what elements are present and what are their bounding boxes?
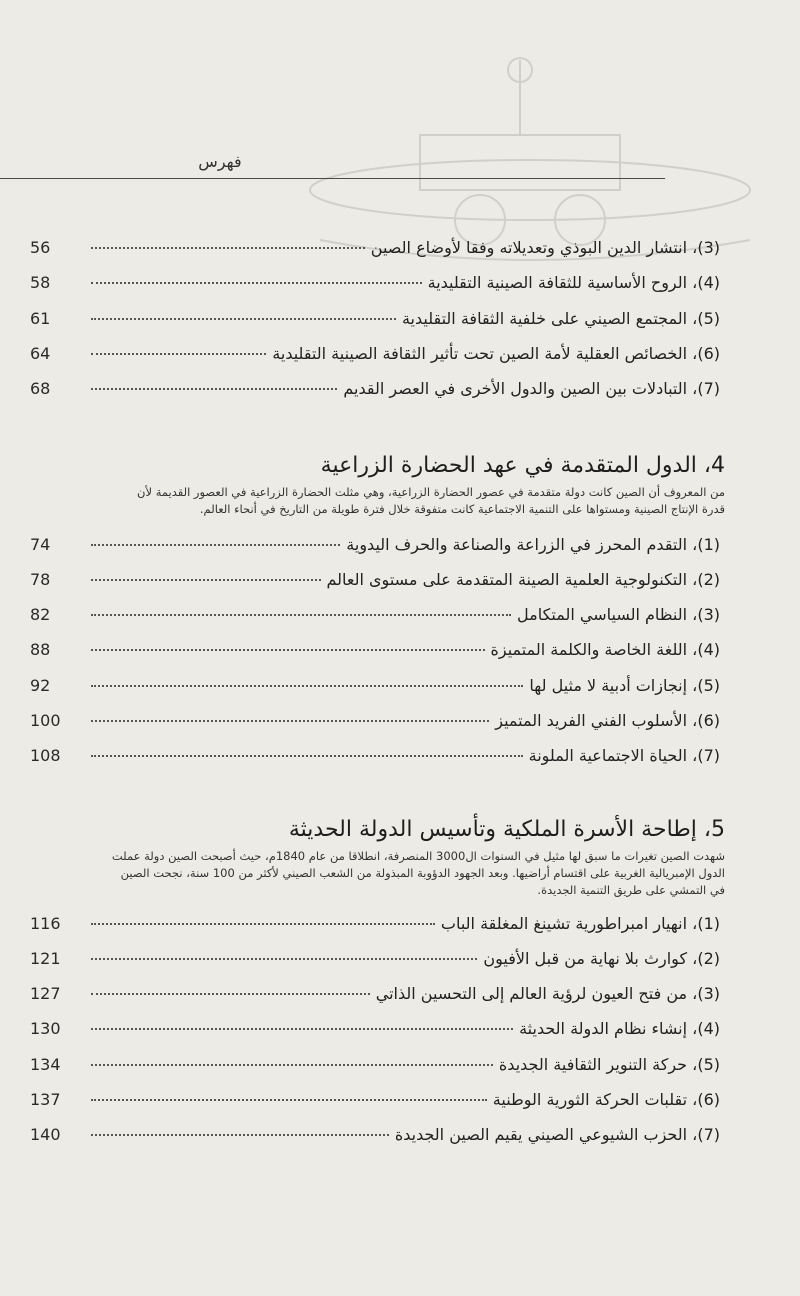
toc-entry[interactable]: [30, 1019, 720, 1049]
toc-page-number: 108: [30, 746, 61, 765]
toc-entry-title: (2)، كوارث بلا نهاية من قبل الأفيون: [483, 949, 720, 968]
toc-leader-dots: [91, 993, 370, 995]
toc-entry[interactable]: [30, 535, 720, 565]
index-header-title: فهرس: [198, 152, 242, 171]
description-line: شهدت الصين تغيرات ما سبق لها مثيل في السنوات ال3000 المنصرفة، انطلاقا من عام 1840م، حيث أصبحت الصين دولة عملت: [111, 849, 725, 863]
toc-entry-title: (2)، التكنولوجية العلمية الصينة المتقدمة على مستوى العالم: [326, 570, 720, 589]
toc-entry[interactable]: [30, 711, 720, 741]
toc-page-number: 64: [30, 344, 51, 363]
toc-leader-dots: [91, 544, 340, 546]
toc-entry-title: (7)، الحزب الشيوعي الصيني يقيم الصين الجديدة: [394, 1125, 720, 1144]
toc-entry[interactable]: [30, 640, 720, 670]
toc-entry-title: (4)، الروح الأساسية للثقافة الصينية التقليدية: [427, 273, 720, 292]
toc-entry[interactable]: [30, 570, 720, 600]
toc-page-number: 127: [30, 984, 61, 1003]
toc-entry[interactable]: [30, 273, 720, 303]
header-divider: [0, 178, 665, 179]
toc-entry[interactable]: [30, 676, 720, 706]
toc-entry[interactable]: [30, 984, 720, 1014]
toc-entry-title: (5)، إنجازات أدبية لا مثيل لها: [529, 676, 720, 695]
toc-entry-title: (1)، التقدم المحرز في الزراعة والصناعة والحرف اليدوية: [346, 535, 720, 554]
toc-page-number: 56: [30, 238, 51, 257]
toc-leader-dots: [91, 388, 337, 390]
toc-entry-title: (4)، اللغة الخاصة والكلمة المتميزة: [490, 640, 720, 659]
toc-entry-title: (1)، انهيار امبراطورية تشينغ المغلقة الباب: [440, 914, 720, 933]
toc-leader-dots: [91, 247, 365, 249]
toc-page-number: 100: [30, 711, 61, 730]
toc-entry[interactable]: [30, 1055, 720, 1085]
toc-leader-dots: [91, 1028, 513, 1030]
chapter-4-title: 4، الدول المتقدمة في عهد الحضارة الزراعية: [320, 453, 725, 478]
toc-leader-dots: [91, 720, 489, 722]
toc-page-number: 58: [30, 273, 51, 292]
toc-leader-dots: [91, 1134, 389, 1136]
toc-entry-title: (6)، الخصائص العقلية لأمة الصين تحت تأثير الثقافة الصينية التقليدية: [272, 344, 720, 363]
toc-leader-dots: [91, 958, 477, 960]
toc-leader-dots: [91, 318, 396, 320]
toc-entry[interactable]: [30, 379, 720, 409]
toc-page-number: 92: [30, 676, 51, 695]
toc-page-number: 130: [30, 1019, 61, 1038]
toc-leader-dots: [91, 282, 422, 284]
toc-entry[interactable]: [30, 309, 720, 339]
toc-page-number: 116: [30, 914, 61, 933]
chapter-5-description: [5, 848, 725, 899]
toc-page-number: 88: [30, 640, 51, 659]
toc-page-number: 74: [30, 535, 51, 554]
description-line: الدول الإمبريالية الغربية على اقتسام أراضيها. وبعد الجهود الدؤوبة المبذولة من الشعب الصيني لأكثر من 100 سنة، نجحت الصين: [120, 866, 725, 880]
toc-page-number: 68: [30, 379, 51, 398]
toc-page-number: 121: [30, 949, 61, 968]
toc-entry[interactable]: [30, 1125, 720, 1155]
toc-entry-title: (3)، من فتح العيون لرؤية العالم إلى التحسين الذاتي: [375, 984, 720, 1003]
toc-entry[interactable]: [30, 344, 720, 374]
chapter-4-description: [5, 484, 725, 518]
toc-entry[interactable]: [30, 238, 720, 268]
toc-entry-title: (7)، التبادلات بين الصين والدول الأخرى في العصر القديم: [343, 379, 720, 398]
toc-leader-dots: [91, 755, 523, 757]
toc-page-number: 78: [30, 570, 51, 589]
toc-leader-dots: [91, 649, 485, 651]
toc-entry-title: (3)، انتشار الدين البوذي وتعديلاته وفقا لأوضاع الصين: [370, 238, 720, 257]
toc-entry[interactable]: [30, 1090, 720, 1120]
decorative-engraving-illustration: [280, 40, 780, 270]
toc-entry[interactable]: [30, 949, 720, 979]
toc-entry[interactable]: [30, 746, 720, 776]
toc-entry[interactable]: [30, 914, 720, 944]
toc-entry-title: (3)، النظام السياسي المتكامل: [517, 605, 720, 624]
toc-leader-dots: [91, 1064, 493, 1066]
toc-entry-title: (7)، الحياة الاجتماعية الملونة: [528, 746, 720, 765]
toc-page-number: 134: [30, 1055, 61, 1074]
description-line: في التمشي على طريق التنمية الجديدة.: [537, 883, 725, 897]
toc-leader-dots: [91, 579, 321, 581]
toc-entry[interactable]: [30, 605, 720, 635]
toc-page-number: 61: [30, 309, 51, 328]
toc-leader-dots: [91, 353, 266, 355]
description-line: قدرة الإنتاج الصينية ومستواها على التنمية الاجتماعية كانت متفوقة خلال فترة طويلة من التاريخ في أنحاء العالم.: [199, 502, 725, 516]
toc-entry-title: (6)، تقلبات الحركة الثورية الوطنية: [492, 1090, 720, 1109]
toc-leader-dots: [91, 1099, 487, 1101]
toc-leader-dots: [91, 685, 523, 687]
toc-leader-dots: [91, 923, 435, 925]
toc-entry-title: (5)، حركة التنوير الثقافية الجديدة: [498, 1055, 720, 1074]
toc-page-number: 137: [30, 1090, 61, 1109]
toc-page-number: 82: [30, 605, 51, 624]
toc-leader-dots: [91, 614, 511, 616]
toc-entry-title: (6)، الأسلوب الفني الفريد المتميز: [495, 711, 720, 730]
toc-entry-title: (5)، المجتمع الصيني على خلفية الثقافة التقليدية: [401, 309, 720, 328]
chapter-5-title: 5، إطاحة الأسرة الملكية وتأسيس الدولة الحديثة: [288, 817, 725, 842]
description-line: من المعروف أن الصين كانت دولة متقدمة في عصور الحضارة الزراعية، وهي مثلت الحضارة الزراعية في العصور القديمة لأن: [137, 485, 725, 499]
toc-entry-title: (4)، إنشاء نظام الدولة الحديثة: [519, 1019, 720, 1038]
toc-page-number: 140: [30, 1125, 61, 1144]
